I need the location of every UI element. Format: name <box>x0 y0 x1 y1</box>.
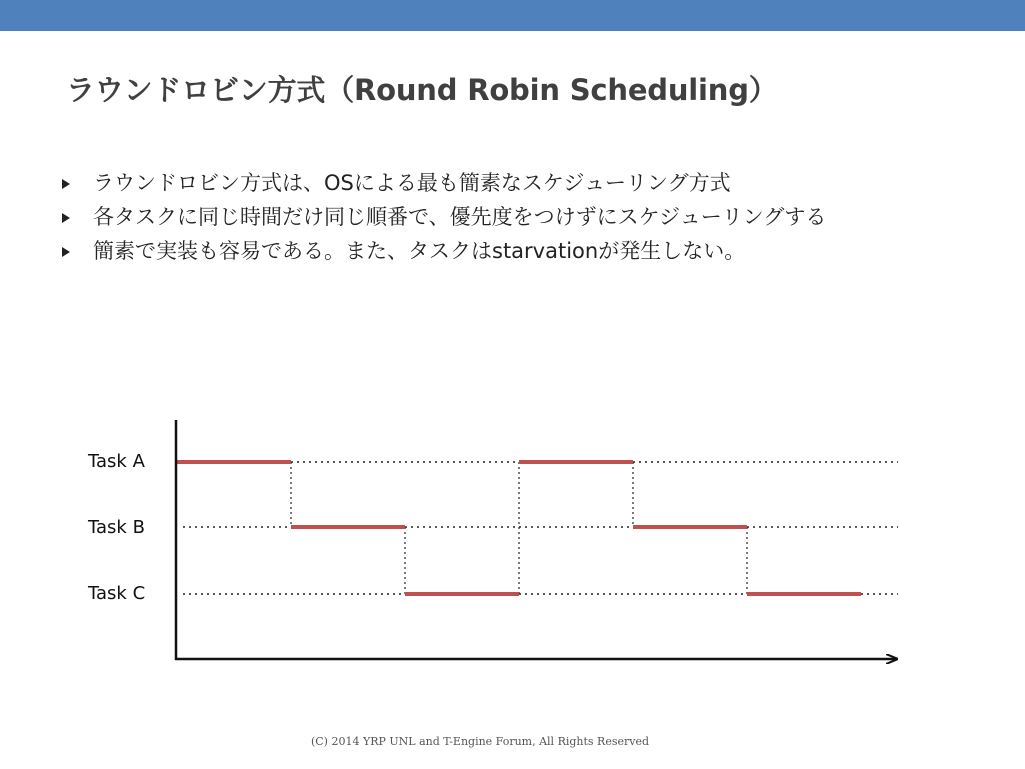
task-label-b: Task B <box>88 517 145 538</box>
copyright-footer: (C) 2014 YRP UNL and T-Engine Forum, All Rights Reserved <box>310 735 650 748</box>
bullet-text: 各タスクに同じ時間だけ同じ順番で、優先度をつけずにスケジューリングする <box>93 205 827 229</box>
bullet-text: 簡素で実装も容易である。また、タスクはstarvationが発生しない。 <box>93 239 746 263</box>
slide-title: ラウンドロビン方式（Round Robin Scheduling） <box>66 73 778 107</box>
task-label-c: Task C <box>88 583 146 604</box>
bullet-text: ラウンドロビン方式は、OSによる最も簡素なスケジューリング方式 <box>93 171 731 195</box>
guide-lines <box>183 462 898 594</box>
task-label-a: Task A <box>88 451 145 472</box>
